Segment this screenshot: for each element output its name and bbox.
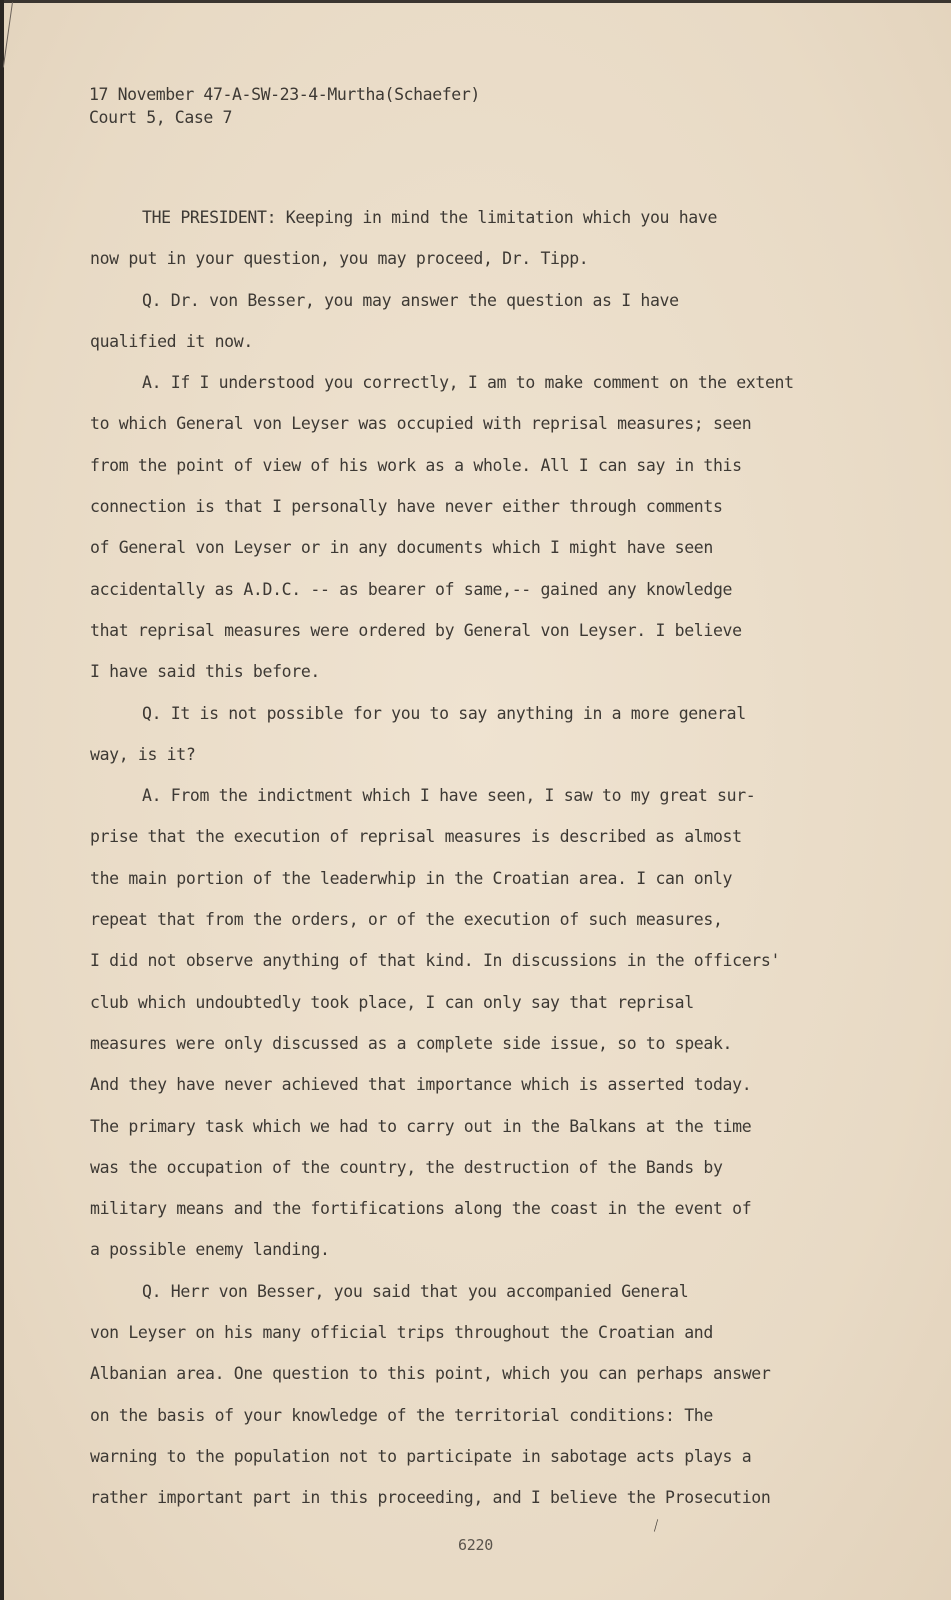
transcript-line: Q. Dr. von Besser, you may answer the question as I have	[142, 290, 679, 310]
transcript-line: a possible enemy landing.	[90, 1240, 330, 1260]
transcript-line: warning to the population not to participate in sabotage acts plays a	[90, 1446, 752, 1466]
transcript-line: rather important part in this proceeding, and I believe the Prosecution	[90, 1488, 771, 1508]
transcript-line: prise that the execution of reprisal measures is described as almost	[90, 827, 742, 847]
transcript-line: And they have never achieved that importance which is asserted today.	[90, 1075, 752, 1095]
header-court-line: Court 5, Case 7	[89, 108, 233, 127]
transcript-line: way, is it?	[90, 744, 196, 764]
transcript-line: The primary task which we had to carry out in the Balkans at the time	[90, 1116, 752, 1136]
transcript-line: on the basis of your knowledge of the territorial conditions: The	[90, 1405, 713, 1425]
transcript-line: was the occupation of the country, the destruction of the Bands by	[90, 1157, 723, 1177]
transcript-line: Q. Herr von Besser, you said that you accompanied General	[142, 1281, 689, 1301]
transcript-line: A. From the indictment which I have seen, I saw to my great sur-	[142, 786, 756, 806]
page-top-edge	[0, 0, 951, 3]
transcript-line: Albanian area. One question to this point, which you can perhaps answer	[90, 1364, 771, 1384]
paper-crease-mark	[3, 2, 13, 67]
transcript-line: that reprisal measures were ordered by General von Leyser. I believe	[90, 620, 742, 640]
transcript-line: measures were only discussed as a complete side issue, so to speak.	[90, 1033, 733, 1053]
transcript-line: I did not observe anything of that kind. In discussions in the officers'	[90, 951, 781, 971]
document-header	[89, 83, 480, 129]
transcript-line: to which General von Leyser was occupied with reprisal measures; seen	[90, 414, 752, 434]
transcript-line: von Leyser on his many official trips throughout the Croatian and	[90, 1323, 713, 1343]
transcript-body	[90, 206, 850, 1528]
transcript-line: military means and the fortifications along the coast in the event of	[90, 1199, 752, 1219]
transcript-line: Q. It is not possible for you to say anything in a more general	[142, 703, 746, 723]
transcript-line: THE PRESIDENT: Keeping in mind the limitation which you have	[142, 208, 718, 227]
transcript-line: connection is that I personally have never either through comments	[90, 497, 723, 517]
page-left-edge	[0, 0, 4, 1600]
transcript-line: the main portion of the leaderwhip in the Croatian area. I can only	[90, 868, 733, 888]
transcript-line: qualified it now.	[90, 331, 253, 351]
transcript-line: now put in your question, you may proceed, Dr. Tipp.	[90, 249, 589, 269]
transcript-line: accidentally as A.D.C. -- as bearer of same,-- gained any knowledge	[90, 579, 733, 599]
header-reference-line: 17 November 47-A-SW-23-4-Murtha(Schaefer)	[89, 85, 480, 104]
transcript-line: repeat that from the orders, or of the execution of such measures,	[90, 910, 723, 930]
transcript-line: club which undoubtedly took place, I can only say that reprisal	[90, 992, 694, 1012]
pen-mark: ⟋	[649, 1517, 664, 1536]
transcript-line: A. If I understood you correctly, I am to make comment on the extent	[142, 373, 794, 393]
transcript-line: I have said this before.	[90, 662, 321, 682]
transcript-line: from the point of view of his work as a whole. All I can say in this	[90, 455, 742, 475]
page-number: 6220	[458, 1536, 493, 1554]
transcript-line: of General von Leyser or in any documents which I might have seen	[90, 538, 713, 558]
